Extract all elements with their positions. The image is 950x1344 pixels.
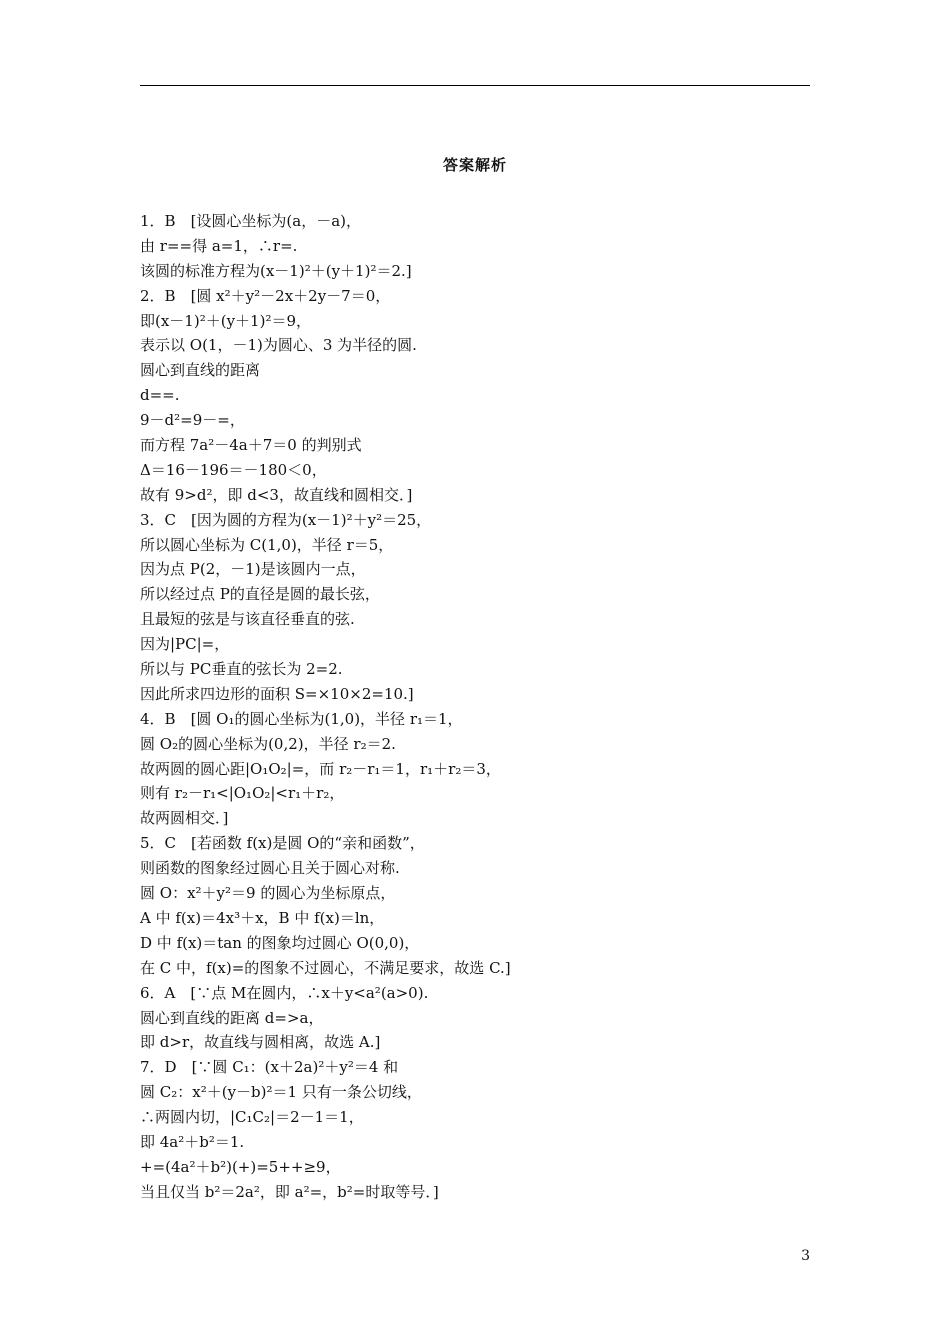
text-line: +=(4a²＋b²)(+)=5++≥9， bbox=[140, 1157, 341, 1176]
text-line: 故两圆相交．] bbox=[140, 809, 229, 828]
text-line: 圆心到直线的距离 bbox=[140, 361, 261, 380]
text-line: 4．B [圆 O₁的圆心坐标为(1,0)，半径 r₁＝1， bbox=[140, 709, 463, 728]
text-line: 圆 O：x²＋y²＝9 的圆心为坐标原点， bbox=[140, 884, 396, 903]
header-rule bbox=[140, 85, 810, 86]
text-line: 3．C [因为圆的方程为(x－1)²＋y²＝25， bbox=[140, 510, 432, 529]
text-line: ∴两圆内切，|C₁C₂|＝2－1＝1， bbox=[140, 1108, 364, 1127]
text-line: 故有 9>d²，即 d<3，故直线和圆相交．] bbox=[140, 485, 413, 504]
text-line: 所以圆心坐标为 C(1,0)，半径 r＝5， bbox=[140, 535, 394, 554]
text-line: Δ＝16－196＝－180＜0， bbox=[140, 460, 327, 479]
text-line: 所以与 PC垂直的弦长为 2=2. bbox=[140, 660, 343, 679]
text-line: 圆 O₂的圆心坐标为(0,2)，半径 r₂＝2. bbox=[140, 734, 396, 753]
text-line: 当且仅当 b²＝2a²，即 a²=，b²=时取等号．] bbox=[140, 1182, 439, 1201]
text-line: 则函数的图象经过圆心且关于圆心对称. bbox=[140, 859, 400, 878]
text-line: 2．B [圆 x²＋y²－2x＋2y－7＝0， bbox=[140, 286, 391, 305]
text-line: 则有 r₂－r₁<|O₁O₂|<r₁＋r₂， bbox=[140, 784, 345, 803]
text-line: 所以经过点 P的直径是圆的最长弦， bbox=[140, 585, 380, 604]
text-line: 在 C 中，f(x)=的图象不过圆心，不满足要求，故选 C.] bbox=[140, 958, 511, 977]
text-line: A 中 f(x)＝4x³＋x，B 中 f(x)＝ln， bbox=[140, 908, 385, 927]
text-line: 因为点 P(2，－1)是该圆内一点， bbox=[140, 560, 366, 579]
text-line: 由 r==得 a=1，∴r=. bbox=[140, 236, 298, 255]
page-title: 答案解析 bbox=[442, 156, 507, 174]
text-line: 故两圆的圆心距|O₁O₂|=，而 r₂－r₁＝1，r₁＋r₂＝3， bbox=[140, 759, 501, 778]
text-line: 1．B [设圆心坐标为(a，－a)， bbox=[140, 212, 362, 230]
text-line: 9－d²=9－=， bbox=[140, 411, 245, 430]
text-line: 6．A [∵点 M在圆内，∴x＋y<a²(a>0). bbox=[140, 983, 429, 1002]
text-line: 圆心到直线的距离 d=>a， bbox=[140, 1008, 324, 1027]
text-line: 因为|PC|=， bbox=[140, 635, 230, 654]
page-number: 3 bbox=[801, 1248, 810, 1264]
text-line: 圆 C₂：x²＋(y－b)²＝1 只有一条公切线， bbox=[140, 1083, 422, 1102]
answer-body bbox=[140, 209, 820, 1205]
text-line: D 中 f(x)＝tan 的图象均过圆心 O(0,0)， bbox=[140, 933, 420, 952]
text-line: 该圆的标准方程为(x－1)²＋(y＋1)²＝2.] bbox=[140, 261, 412, 280]
text-line: 7．D [∵圆 C₁：(x＋2a)²＋y²＝4 和 bbox=[140, 1058, 399, 1077]
text-line: 5．C [若函数 f(x)是圆 O的“亲和函数”， bbox=[140, 834, 425, 853]
text-line: 而方程 7a²－4a＋7＝0 的判别式 bbox=[140, 436, 362, 455]
text-line: 即 d>r，故直线与圆相离，故选 A.] bbox=[140, 1033, 381, 1052]
text-line: 表示以 O(1，－1)为圆心、3 为半径的圆. bbox=[140, 336, 417, 355]
text-line: d==. bbox=[140, 386, 180, 405]
text-line: 即 4a²＋b²＝1. bbox=[140, 1132, 245, 1151]
text-line: 因此所求四边形的面积 S=×10×2=10.] bbox=[140, 684, 414, 703]
text-line: 即(x－1)²＋(y＋1)²＝9， bbox=[140, 311, 311, 330]
text-line: 且最短的弦是与该直径垂直的弦. bbox=[140, 610, 355, 629]
